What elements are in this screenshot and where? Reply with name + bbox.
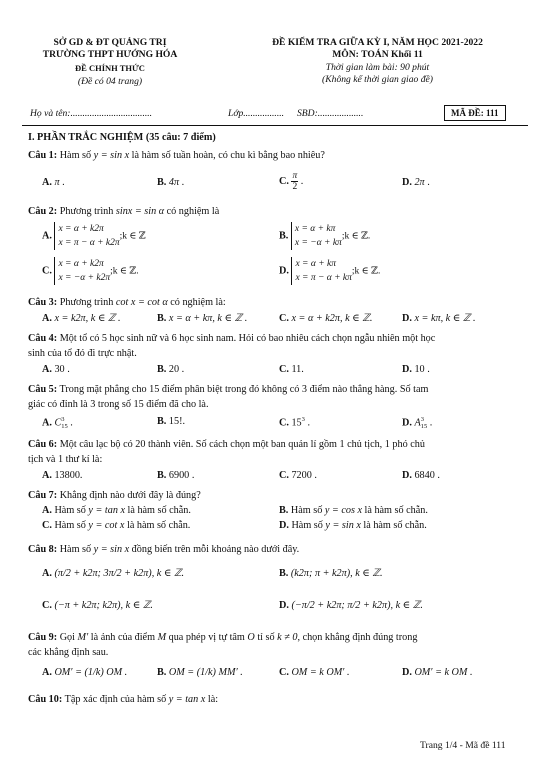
question-4-cont: sinh của tổ đó đi trực nhật. [28,348,137,359]
q2-option-c[interactable]: C. x = α + k2π x = −α + k2π;k ∈ ℤ. [42,259,139,283]
math-expr: sinx = sin α [115,206,165,217]
q1-option-d[interactable]: D. 2π . [402,177,430,188]
q3-option-c[interactable]: C. x = α + k2π, k ∈ ℤ. [279,313,373,324]
question-text: có nghiệm là [166,206,220,217]
question-3 [28,297,226,308]
q1-option-c[interactable]: C. $\frac{\pi}{2}$ . [279,171,304,192]
option-text: 2π [414,177,425,188]
q9-option-d[interactable]: D. OM′ = k OM . [402,667,473,678]
question-label: Câu 3: [28,297,58,308]
page-footer: Trang 1/4 - Mã đề 111 [420,740,506,751]
q2-option-a[interactable]: A. x = α + k2π x = π − α + k2π;k ∈ ℤ [42,224,146,248]
q7-option-c[interactable]: C. Hàm số y = cot x là hàm số chẵn. [42,520,191,531]
q5-option-a[interactable]: A. C3 15 . [42,416,73,430]
question-4: Câu 4: Một tổ có 5 học sinh nữ và 6 học sinh nam. Hỏi có bao nhiêu cách chọn ngẫu nhiên một học [28,333,436,344]
q6-option-c[interactable]: C. 7200 . [279,470,317,481]
section-title: I. PHẦN TRẮC NGHIỆM (35 câu: 7 điểm) [28,132,216,143]
q2-option-d[interactable]: D. x = α + kπ x = π − α + kπ;k ∈ ℤ. [279,259,381,283]
option-text: 4π [168,177,180,188]
exam-code-box: MÃ ĐỀ: 111 [444,105,506,121]
question-8: Câu 8: Hàm số y = sin x đồng biến trên mỗi khoảng nào dưới đây. [28,544,300,555]
question-text: Hàm số [59,150,92,161]
department: SỞ GD & ĐT QUẢNG TRỊ [53,37,167,48]
question-6: Câu 6: Một câu lạc bộ có 20 thành viên. Số cách chọn một ban quản lí gồm 1 chủ tịch, 1 phó chủ [28,439,425,450]
q4-option-a[interactable]: A. 30 . [42,364,70,375]
q8-option-c[interactable]: C. (−π + k2π; k2π), k ∈ ℤ. [42,600,153,611]
q9-option-b[interactable]: B. OM = (1/k) MM′ . [157,667,243,678]
q2-option-b[interactable]: B. x = α + kπ x = −α + kπ;k ∈ ℤ. [279,224,371,248]
question-1 [28,150,325,161]
q6-option-b[interactable]: B. 6900 . [157,470,195,481]
header-divider [22,125,528,126]
q8-option-a[interactable]: A. (π/2 + k2π; 3π/2 + k2π), k ∈ ℤ. [42,568,185,579]
q7-option-b[interactable]: B. Hàm số y = cos x là hàm số chẵn. [279,505,428,516]
exam-time: Thời gian làm bài: 90 phút [325,62,430,73]
pages-note: (Đề có 04 trang) [77,76,143,87]
q5-option-b[interactable]: B. 15!. [157,416,186,427]
math-expr: cot x = cot α [115,297,168,308]
official-label: ĐỀ CHÍNH THỨC [75,63,145,73]
q6-option-a[interactable]: A. 13800. [42,470,83,481]
q5-option-c[interactable]: C. $15^3$ . [279,416,310,429]
q6-option-d[interactable]: D. 6840 . [402,470,440,481]
question-label: Câu 2: [28,206,58,217]
q4-option-b[interactable]: B. 20 . [157,364,185,375]
time-note: (Không kể thời gian giao đề) [322,74,433,85]
question-9-cont: các khẳng định sau. [28,647,109,658]
math-expr: y = sin x [93,150,130,161]
question-label: Câu 1: [28,150,58,161]
question-text: Phương trình [59,206,114,217]
subject: MÔN: TOÁN Khối 11 [332,49,423,60]
class-field: Lớp................. [228,108,285,119]
question-5: Câu 5: Trong mặt phẳng cho 15 điểm phân biệt trong đó không có 3 điểm nào thẳng hàng. Số tam [28,384,429,395]
q3-option-b[interactable]: B. x = α + kπ, k ∈ ℤ . [157,313,248,324]
q3-option-a[interactable]: A. x = k2π, k ∈ ℤ . [42,313,121,324]
question-10: Câu 10: Tập xác định của hàm số y = tan x là: [28,694,219,705]
question-text: có nghiệm là: [170,297,226,308]
question-7: Câu 7: Khẳng định nào dưới đây là đúng? [28,490,201,501]
exam-title: ĐỀ KIỂM TRA GIỮA KỲ I, NĂM HỌC 2021-2022 [272,37,483,48]
q9-option-a[interactable]: A. OM′ = (1/k) OM . [42,667,128,678]
question-5-cont: giác có đỉnh là 3 trong số 15 điểm đã cho là. [28,399,209,410]
option-text: π [54,177,60,188]
q7-option-d[interactable]: D. Hàm số y = sin x là hàm số chẵn. [279,520,427,531]
school-name: TRƯỜNG THPT HƯỚNG HÓA [42,49,178,60]
question-9: Câu 9: Gọi M′ là ảnh của điểm M qua phép vị tự tâm O tỉ số k ≠ 0, chọn khẳng định đúng trong [28,632,418,643]
question-6-cont: tịch và 1 thư kí là: [28,454,103,465]
q1-option-a[interactable]: A. π . [42,177,65,188]
question-2 [28,206,219,217]
name-field: Họ và tên:.................................. [30,108,153,119]
question-text: Phương trình [59,297,114,308]
sbd-field: SBD:................... [297,108,364,119]
q5-option-d[interactable]: D. A3 15 . [402,416,433,430]
q8-option-b[interactable]: B. (k2π; π + k2π), k ∈ ℤ. [279,568,383,579]
q3-option-d[interactable]: D. x = kπ, k ∈ ℤ . [402,313,476,324]
fraction: $\frac{\pi}{2}$ [292,171,298,192]
q4-option-c[interactable]: C. 11. [279,364,304,375]
q1-option-b[interactable]: B. 4π . [157,177,185,188]
q9-option-c[interactable]: C. OM = k OM′ . [279,667,350,678]
q8-option-d[interactable]: D. (−π/2 + k2π; π/2 + k2π), k ∈ ℤ. [279,600,423,611]
q7-option-a[interactable]: A. Hàm số y = tan x là hàm số chẵn. [42,505,191,516]
q4-option-d[interactable]: D. 10 . [402,364,430,375]
question-text: là hàm số tuần hoàn, có chu kì bằng bao nhiêu? [131,150,325,161]
